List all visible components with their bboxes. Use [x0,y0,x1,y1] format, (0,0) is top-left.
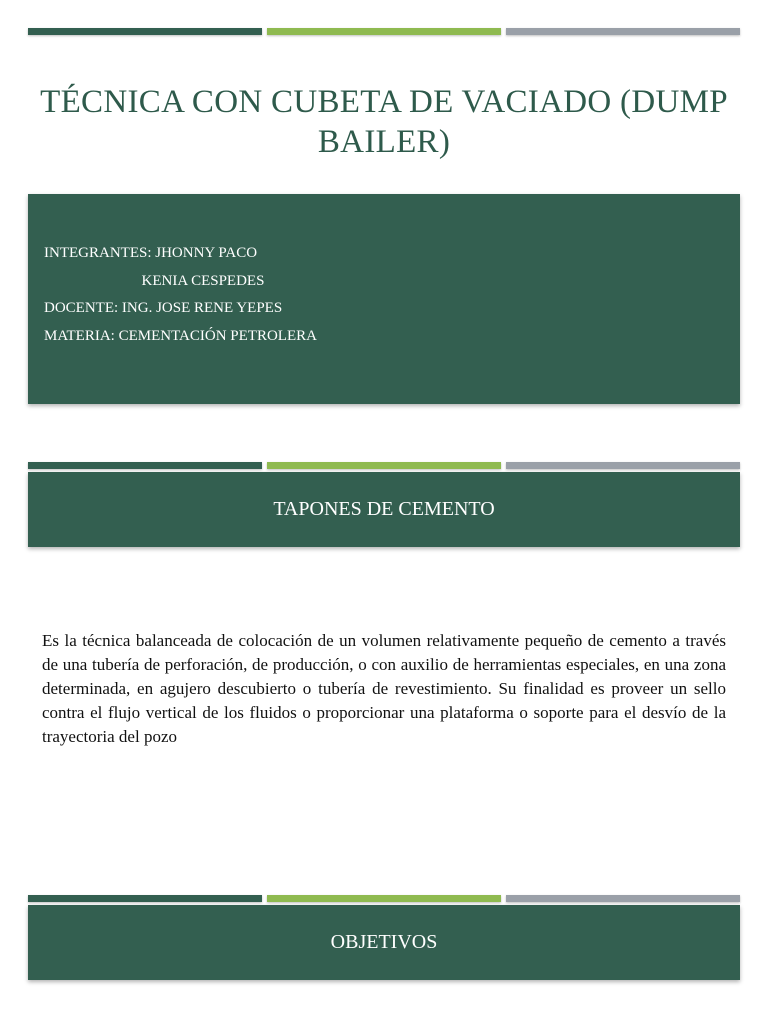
stripe-light-green [267,895,501,902]
info-line-docente: DOCENTE: ING. JOSE RENE YEPES [44,300,283,316]
body-paragraph: Es la técnica balanceada de colocación de un volumen relativamente pequeño de cemento a través de una tubería de perforación, de producción, o con auxilio de herramientas especiales, en una zona determinada, en agujero descubierto o tubería de revestimiento. Su finalidad es proveer un sello contra el flujo vertical de los fluidos o proporcionar una plataforma o soporte para el desvío de la trayectoria del pozo [42,631,726,746]
info-line-materia: MATERIA: CEMENTACIÓN PETROLERA [44,327,317,344]
stripe-light-green [267,28,501,35]
info-panel [28,194,740,404]
stripe-gray [506,462,740,469]
stripe-gray [506,895,740,902]
info-line-member-2: KENIA CESPEDES [44,272,265,289]
stripe-dark-green [28,462,262,469]
stripe-gray [506,28,740,35]
stripe-dark-green [28,895,262,902]
info-block [44,240,317,350]
section-header-panel [28,472,740,547]
accent-stripes-top [28,28,740,35]
objectives-heading: OBJETIVOS [330,931,438,953]
accent-stripes-bottom [28,895,740,902]
objectives-header-panel [28,905,740,980]
slide-title: TÉCNICA CON CUBETA DE VACIADO (DUMP BAILER) [40,84,728,160]
info-line-integrantes: INTEGRANTES: JHONNY PACO [44,245,258,261]
accent-stripes-middle [28,462,740,469]
stripe-light-green [267,462,501,469]
section-heading: TAPONES DE CEMENTO [273,498,495,520]
stripe-dark-green [28,28,262,35]
